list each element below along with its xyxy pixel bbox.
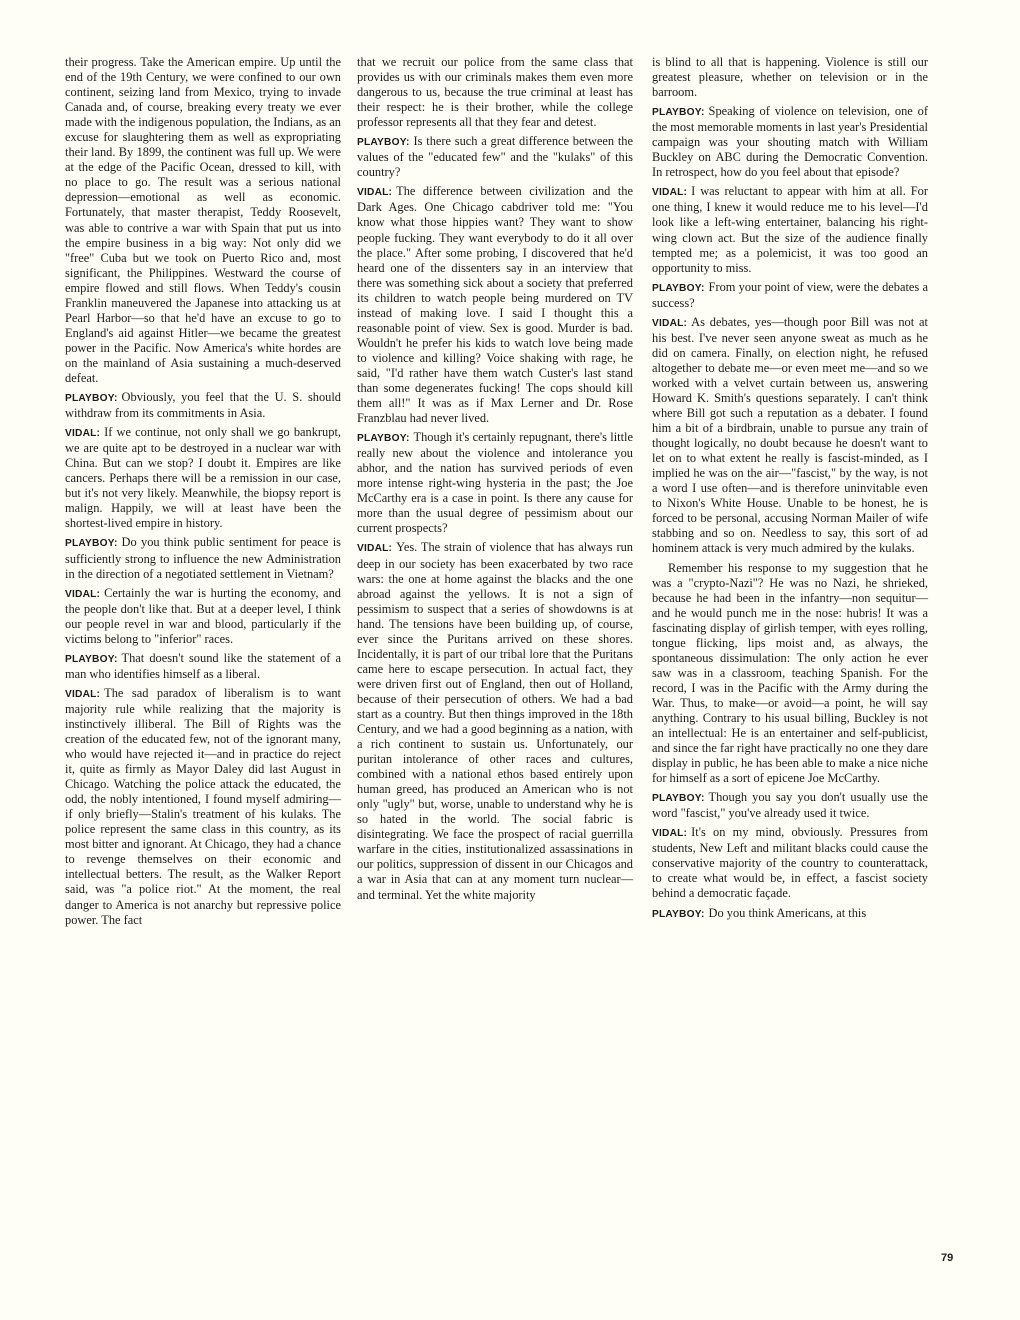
paragraph-text: Certainly the war is hurting the economy, and the people don't like that. But at a deeper level, I think our people revel in war and blood, particularly if the victims belong to "inferior" races.	[65, 585, 341, 646]
paragraph	[65, 425, 341, 531]
paragraph	[652, 55, 928, 100]
paragraph-text: that we recruit our police from the same class that provides us with our criminals makes them even more dangerous to us, because the true criminal at least has their respect: he is their brother, while the college professor represents all that they fear and detest.	[357, 55, 633, 130]
paragraph-text: As debates, yes—though poor Bill was not at his best. I've never seen anyone sweat as much as he did on camera. Finally, on election night, he refused altogether to debate me—or even meet me—and so we worked with a velvet curtain between us, answering Howard K. Smith's questions separately. I can't think where Bill got such a reputation as a debater. I found him a bit of a birdbrain, unable to pursue any train of thought logically, no doubt because he doesn't want to let on to what extent he really is fascist-minded, as I implied he was on the air—"fascist," by the way, is not a word I use often—and is therefore uninvitable even to Nixon's White House. Unable to be honest, he is forced to be personal, accusing Norman Mailer of wife stabbing and so on. Needless to say, this sort of ad hominem attack is very much admired by the kulaks.	[652, 314, 928, 556]
paragraph	[65, 651, 341, 682]
speaker-label: PLAYBOY:	[652, 908, 705, 920]
paragraph-text: their progress. Take the American empire. Up until the end of the 19th Century, we were confined to our own continent, seizing land from Mexico, trying to invade Canada and, of course, breaking every treaty we ever made with the indigenous population, the Indians, as an excuse for slaughtering them as well as expropriating their land. By 1899, the continent was full up. We were at the edge of the Pacific Ocean, dressed to kill, with no place to go. The result was a serious national depression—emotional as well as economic. Fortunately, that master therapist, Teddy Roosevelt, was able to contrive a war with Spain that put us into the empire business in a big way: Not only did we "free" Cuba but we took on Puerto Rico and, most significant, the Philippines. Westward the course of empire flowed and still flows. When Teddy's cousin Franklin maneuvered the Japanese into attacking us at Pearl Harbor—so that he'd have an excuse to go to England's aid against Hitler—we became the greatest power in the Pacific. Now America's white hordes are on the mainland of Asia sustaining a much-deserved defeat.	[65, 55, 341, 385]
speaker-label: VIDAL:	[652, 317, 688, 329]
speaker-label: VIDAL:	[65, 588, 101, 600]
paragraph	[357, 55, 633, 130]
paragraph	[65, 686, 341, 928]
speaker-label: VIDAL:	[357, 187, 393, 199]
paragraph	[652, 315, 928, 557]
column-2	[357, 55, 633, 907]
paragraph-text: Yes. The strain of violence that has always run deep in our society has been exacerbated by two race wars: the one at home against the blacks and the one abroad against the yellows. It is not a sign of pessimism to suspect that a series of showdowns is at hand. The tensions have been building up, of course, ever since the Puritans arrived on these shores. Incidentally, it is part of our tribal lore that the Puritans came here to escape persecution. In actual fact, they were driven first out of England, then out of Holland, because of their persecution of others. We had a bad start as a country. But then things improved in the 18th Century, and we had a good beginning as a nation, with a rich continent to sustain us. Unfortunately, our puritan intolerance of other races and cultures, combined with a national ethos based entirely upon human greed, has produced an American who is not only "ugly" but, worse, unable to understand why he is so hated in the world. The social fabric is disintegrating. We face the prospect of racial guerrilla warfare in the cities, institutionalized assassinations in our politics, suppression of dissent in our Chicagos and a war in Asia that can at any moment turn nuclear—and terminal. Yet the white majority	[357, 540, 633, 902]
paragraph-text: The sad paradox of liberalism is to want majority rule while realizing that the majority is instinctively illiberal. The Bill of Rights was the creation of the educated few, not of the ignorant many, who would have rejected it—and in practice do reject it, quite as firmly as Mayor Daley did last August in Chicago. Watching the police attack the educated, the odd, the nobly intentioned, I found myself admiring—if only briefly—Stalin's treatment of his kulaks. The police represent the same class in this country, as its most bitter and ignorant. At Chicago, they had a chance to revenge themselves on their economic and intellectual betters. The result, as the Walker Report said, was "a police riot." At the moment, the real danger to America is not anarchy but repressive police power. The fact	[65, 685, 341, 927]
paragraph-text: The difference between civilization and the Dark Ages. One Chicago cabdriver told me: "You know what those hippies want? They want to show people fucking. They want everybody to do it all over the place." After some probing, I discovered that he'd heard one of the dissenters say in an interview that there was something sick about a society that preferred its children to watch people being murdered on TV instead of making love. I said I thought this a reasonable point of view. Sex is good. Murder is bad. Wouldn't he prefer his kids to watch love being made to violence and killing? Voice shaking with rage, he said, "I'd rather have them watch Custer's last stand than some degenerates fucking! The cops should kill them all!" It was as if Max Lerner and Dr. Rose Franzblau had never lived.	[357, 184, 633, 426]
paragraph-text: That doesn't sound like the statement of a man who identifies himself as a liberal.	[65, 650, 341, 681]
paragraph	[357, 430, 633, 536]
paragraph-text: I was reluctant to appear with him at all. For one thing, I knew it would reduce me to his level—I'd look like a left-wing entertainer, balancing his right-wing clown act. But the size of the audience finally tempted me; as a polemicist, it was too good an opportunity to miss.	[652, 184, 928, 275]
paragraph	[652, 104, 928, 180]
speaker-label: VIDAL:	[65, 688, 101, 700]
paragraph	[652, 906, 928, 922]
paragraph-text: Though you say you don't usually use the word "fascist," you've already used it twice.	[652, 790, 928, 821]
speaker-label: VIDAL:	[652, 187, 688, 199]
page-number: 79	[941, 1252, 954, 1264]
paragraph-text: Is there such a great difference between the values of the "educated few" and the "kulaks" of this country?	[357, 134, 633, 180]
paragraph-text: is blind to all that is happening. Violence is still our greatest pleasure, whether on television or in the barroom.	[652, 55, 928, 100]
paragraph	[65, 586, 341, 647]
speaker-label: PLAYBOY:	[357, 433, 410, 445]
speaker-label: VIDAL:	[357, 543, 393, 555]
speaker-label: PLAYBOY:	[65, 538, 118, 550]
paragraph	[652, 790, 928, 821]
paragraph-text: Remember his response to my suggestion that he was a "crypto-Nazi"? He was no Nazi, he shrieked, because he had been in the infantry—non sequitur—and he would punch me in the nose: hubris! It was a fascinating display of girlish temper, with eyes rolling, tongue flicking, lips moist and, as always, the spontaneous dissimulation: The only action he ever saw was in a classroom, teaching Spanish. For the record, I was in the Pacific with the Army during the War. Thus, to make—or avoid—a point, he will say anything. Contrary to his usual billing, Buckley is not an intellectual: He is an entertainer and self-publicist, and since the far right have practically no one they dare display in public, he has been able to make a nice niche for himself as a sort of epicene Joe McCarthy.	[652, 560, 928, 786]
speaker-label: PLAYBOY:	[652, 282, 705, 294]
column-1	[65, 55, 341, 932]
paragraph	[357, 540, 633, 902]
paragraph-text: From your point of view, were the debates a success?	[652, 279, 928, 310]
speaker-label: PLAYBOY:	[652, 793, 705, 805]
paragraph	[652, 825, 928, 901]
paragraph-text: Though it's certainly repugnant, there's little really new about the violence and intolerance you abhor, and the nation has survived periods of even more intense right-wing hysteria in the past; the Joe McCarthy era is a case in point. Is there any cause for more than the usual degree of pessimism about our current prospects?	[357, 430, 633, 536]
paragraph	[65, 535, 341, 581]
paragraph-text: If we continue, not only shall we go bankrupt, we are quite apt to be destroyed in a nuclear war with China. But can we stop? I doubt it. Empires are like cancers. Perhaps there will be a remission in our case, but it's not very likely. Meanwhile, the biopsy report is malign. Happily, we will at least have been the shortest-lived empire in history.	[65, 425, 341, 531]
paragraph	[357, 184, 633, 426]
column-3	[652, 55, 928, 926]
paragraph-text: Speaking of violence on television, one of the most memorable moments in last year's Presidential campaign was your shouting match with William Buckley on ABC during the Democratic Convention. In retrospect, how do you feel about that episode?	[652, 104, 928, 180]
paragraph	[652, 280, 928, 311]
speaker-label: PLAYBOY:	[357, 137, 410, 149]
speaker-label: VIDAL:	[65, 428, 101, 440]
speaker-label: PLAYBOY:	[652, 107, 705, 119]
paragraph	[652, 184, 928, 275]
paragraph-text: It's on my mind, obviously. Pressures from students, New Left and militant blacks could cause the conservative majority of the country to counterattack, to create what would be, in effect, a fascist society behind a democratic façade.	[652, 825, 928, 901]
speaker-label: PLAYBOY:	[65, 653, 118, 665]
paragraph-text: Do you think Americans, at this	[708, 905, 867, 920]
paragraph	[65, 55, 341, 386]
paragraph-text: Do you think public sentiment for peace is sufficiently strong to influence the new Administration in the direction of a negotiated settlement in Vietnam?	[65, 535, 341, 581]
paragraph	[652, 561, 928, 787]
paragraph-text: Obviously, you feel that the U. S. should withdraw from its commitments in Asia.	[65, 390, 341, 421]
speaker-label: PLAYBOY:	[65, 393, 118, 405]
speaker-label: VIDAL:	[652, 828, 688, 840]
paragraph	[65, 390, 341, 421]
paragraph	[357, 134, 633, 180]
